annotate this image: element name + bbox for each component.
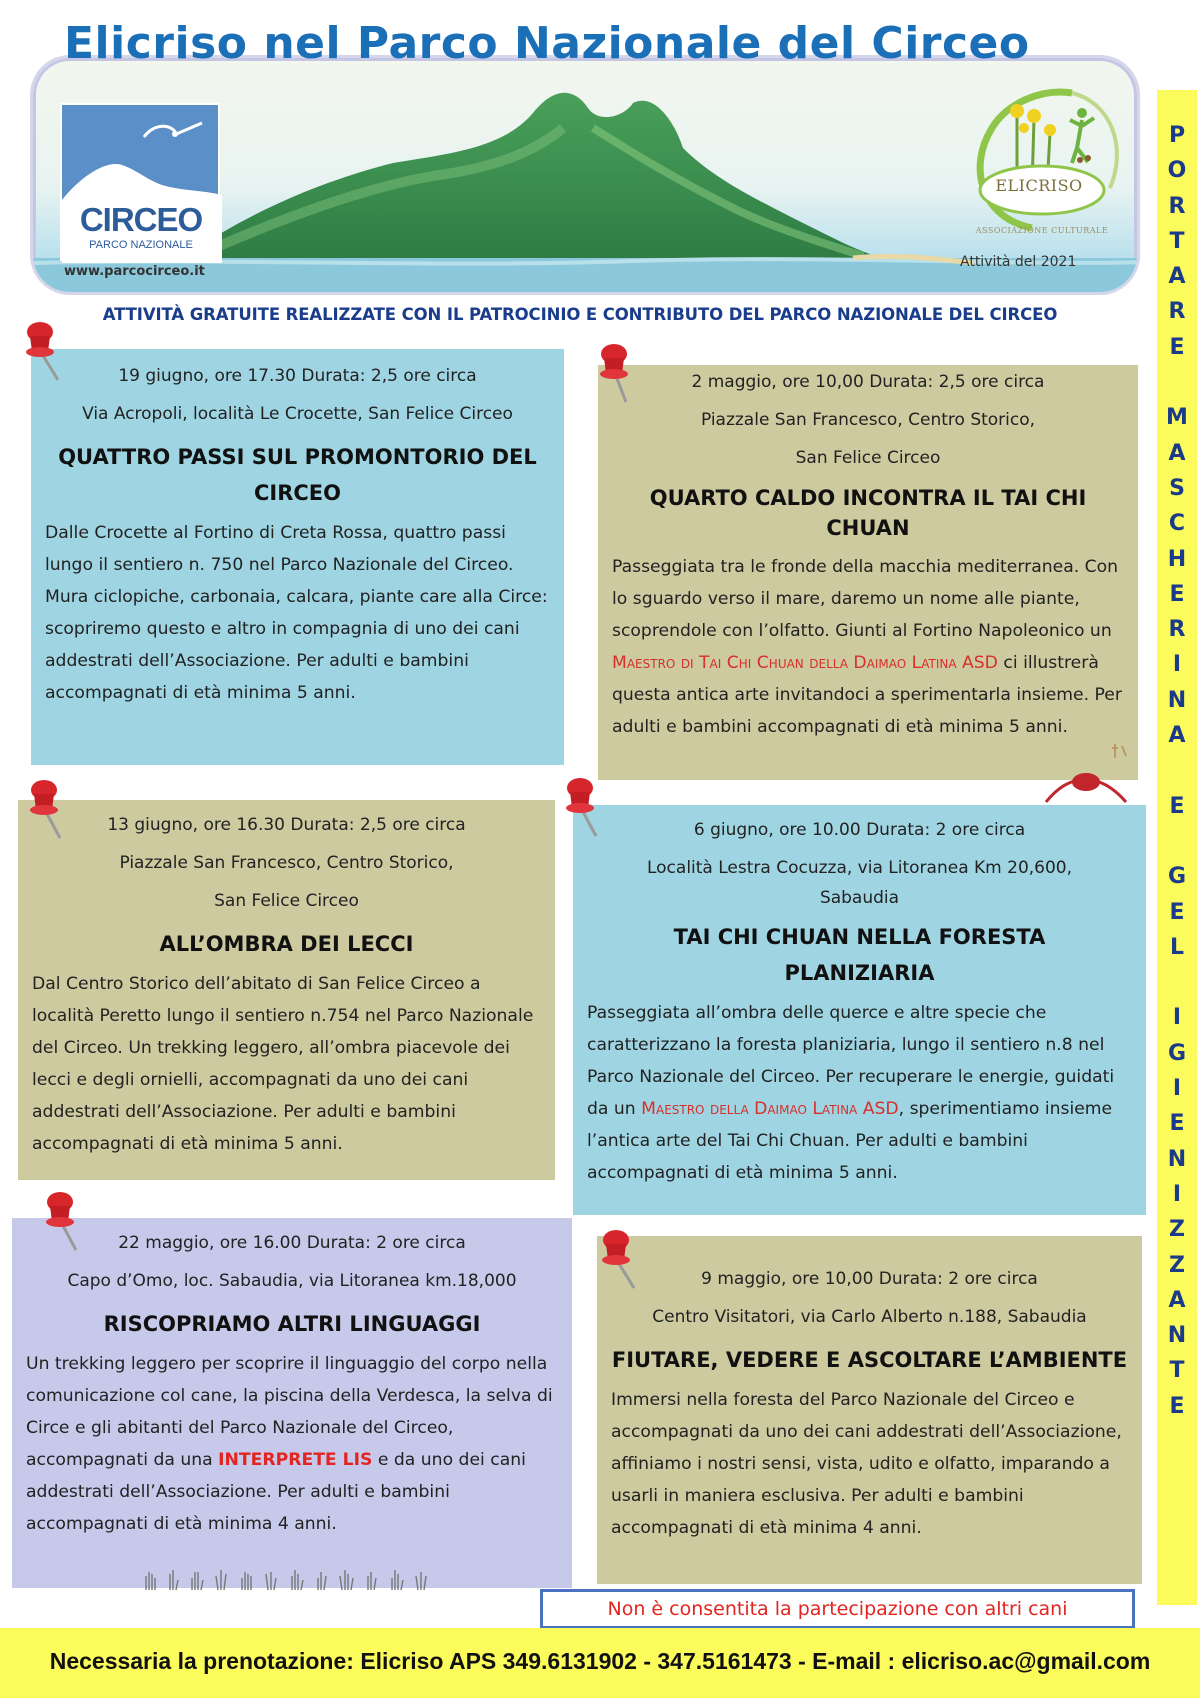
circeo-park-logo [60, 103, 220, 261]
event-description-text: ci illustrerà questa antica arte invitandoci a sperimentarla insieme. Per adulti e bambini accompagnati di età minima 5 anni. [612, 653, 1122, 737]
pushpin-icon [596, 1226, 640, 1294]
notice-box: Non è consentita la partecipazione con altri cani [540, 1589, 1135, 1629]
subtitle: ATTIVITÀ GRATUITE REALIZZATE CON IL PATROCINIO E CONTRIBUTO DEL PARCO NAZIONALE DEL CIRCEO [102, 305, 1058, 324]
side-banner [1157, 90, 1197, 1605]
event-description-text: Passeggiata all’ombra delle querce e altre specie che caratterizzano la foresta planiziaria, lungo il sentiero n.8 nel Parco Nazionale del Circeo. Per recuperare le energie, guidati da un [587, 1003, 1115, 1119]
event-where: Via Acropoli, località Le Crocette, San Felice Circeo [82, 404, 513, 424]
event-title: ALL’OMBRA DEI LECCI [159, 932, 414, 956]
event-card [18, 800, 555, 1180]
event-description: Dalle Crocette al Fortino di Creta Rossa, quattro passi lungo il sentiero n. 750 nel Parco Nazionale del Circeo. Mura ciclopiche, carbonaia, calcara, piante care alla Circe: scopriremo questo e altro in compagnia di uno dei cani addestrati dell’Associazione. Per adulti e bambini accompagnati di età minima 5 anni. [45, 523, 548, 703]
event-where: Capo d’Omo, loc. Sabaudia, via Litoranea km.18,000 [67, 1271, 517, 1291]
side-banner-text: P O R T A R E M A S C H E R I N A E G E L I G I E N I Z Z A N T E [1166, 123, 1188, 1419]
pushpin-icon [560, 774, 604, 842]
interpreter-highlight: INTERPRETE LIS [218, 1450, 373, 1470]
daimao-logo [1040, 742, 1132, 812]
event-when: 22 maggio, ore 16.00 Durata: 2 ore circa [118, 1233, 466, 1253]
event-title: FIUTARE, VEDERE E ASCOLTARE L’AMBIENTE [611, 1348, 1128, 1372]
event-description [26, 1348, 558, 1540]
event-description: Immersi nella foresta del Parco Nazionale del Circeo e accompagnati da uno dei cani addestrati dell’Associazione, affiniamo i nostri sensi, vista, udito e olfatto, imparando a usarli in maniera esclusiva. Per adulti e bambini accompagnati di età minima 4 anni. [611, 1390, 1122, 1538]
event-card [573, 805, 1146, 1215]
event-when: 6 giugno, ore 10.00 Durata: 2 ore circa [693, 820, 1026, 840]
pushpin-icon [594, 340, 638, 408]
event-description [587, 997, 1132, 1189]
elicriso-emblem-icon [962, 78, 1122, 248]
elicriso-logo [962, 78, 1122, 248]
event-where: Centro Visitatori, via Carlo Alberto n.188, Sabaudia [652, 1307, 1087, 1327]
event-where: San Felice Circeo [795, 448, 941, 468]
event-card [31, 349, 564, 765]
pushpin-icon [20, 318, 64, 386]
event-where: Piazzale San Francesco, Centro Storico, [700, 410, 1036, 430]
instructor-highlight: Maestro di Tai Chi Chuan della Daimao Latina ASD [612, 653, 998, 673]
event-title: QUATTRO PASSI SUL PROMONTORIO DEL CIRCEO [58, 445, 537, 505]
event-card [12, 1218, 572, 1588]
event-card [597, 1236, 1142, 1584]
circeo-logo-sub: PARCO NAZIONALE [89, 239, 193, 251]
circeo-url: www.parcocirceo.it [64, 264, 205, 279]
instructor-highlight: Maestro della Daimao Latina ASD [641, 1099, 899, 1119]
booking-info: Necessaria la prenotazione: Elicriso APS 349.6131902 - 347.5161473 - E-mail : elicriso.ac@gmail.com [49, 1648, 1151, 1674]
elicriso-name: ELICRISO [995, 176, 1083, 195]
elicriso-assoc: ASSOCIAZIONE CULTURALE [975, 226, 1109, 235]
event-card [598, 365, 1138, 780]
event-title: RISCOPRIAMO ALTRI LINGUAGGI [103, 1312, 481, 1336]
event-when: 19 giugno, ore 17.30 Durata: 2,5 ore circa [118, 366, 477, 386]
event-description-text: e da uno dei cani addestrati dell’Associazione. Per adulti e bambini accompagnati di età minima 4 anni. [26, 1450, 526, 1534]
circeo-logo-word: CIRCEO [79, 201, 203, 238]
event-title: QUARTO CALDO INCONTRA IL TAI CHI CHUAN [649, 486, 1087, 540]
event-when: 2 maggio, ore 10,00 Durata: 2,5 ore circa [691, 372, 1045, 392]
event-description-text: Passeggiata tra le fronde della macchia mediterranea. Con lo sguardo verso il mare, daremo un nome alle piante, scoprendole con l’olfatto. Giunti al Fortino Napoleonico un [612, 557, 1119, 641]
pushpin-icon [40, 1188, 84, 1256]
event-description [612, 551, 1124, 743]
page-title: Elicriso nel Parco Nazionale del Circeo [64, 18, 1030, 69]
sign-language-hands-icon [140, 1566, 440, 1594]
year-label: Attività del 2021 [960, 254, 1077, 270]
event-title: TAI CHI CHUAN NELLA FORESTA PLANIZIARIA [673, 925, 1046, 985]
footer-bar [0, 1628, 1200, 1698]
event-where: Piazzale San Francesco, Centro Storico, [119, 853, 454, 873]
event-where: San Felice Circeo [214, 891, 359, 911]
event-description: Dal Centro Storico dell’abitato di San Felice Circeo a località Peretto lungo il sentiero n.754 nel Parco Nazionale del Circeo. Un trekking leggero, all’ombra piacevole dei lecci e degli ornielli, accompagnati da uno dei cani addestrati dell’Associazione. Per adulti e bambini accompagnati di età minima 5 anni. [32, 974, 534, 1154]
pushpin-icon [24, 776, 68, 844]
event-where: Località Lestra Cocuzza, via Litoranea Km 20,600, Sabaudia [646, 858, 1073, 908]
event-description-text: Un trekking leggero per scoprire il linguaggio del corpo nella comunicazione col cane, la piscina della Verdesca, la selva di Circe e gli abitanti del Parco Nazionale del Circeo, accompagnati da una [26, 1354, 553, 1470]
event-description-text: , sperimentiamo insieme l’antica arte del Tai Chi Chuan. Per adulti e bambini accompagnati di età minima 5 anni. [587, 1099, 1113, 1183]
event-when: 9 maggio, ore 10,00 Durata: 2 ore circa [701, 1269, 1038, 1289]
event-when: 13 giugno, ore 16.30 Durata: 2,5 ore circa [107, 815, 466, 835]
